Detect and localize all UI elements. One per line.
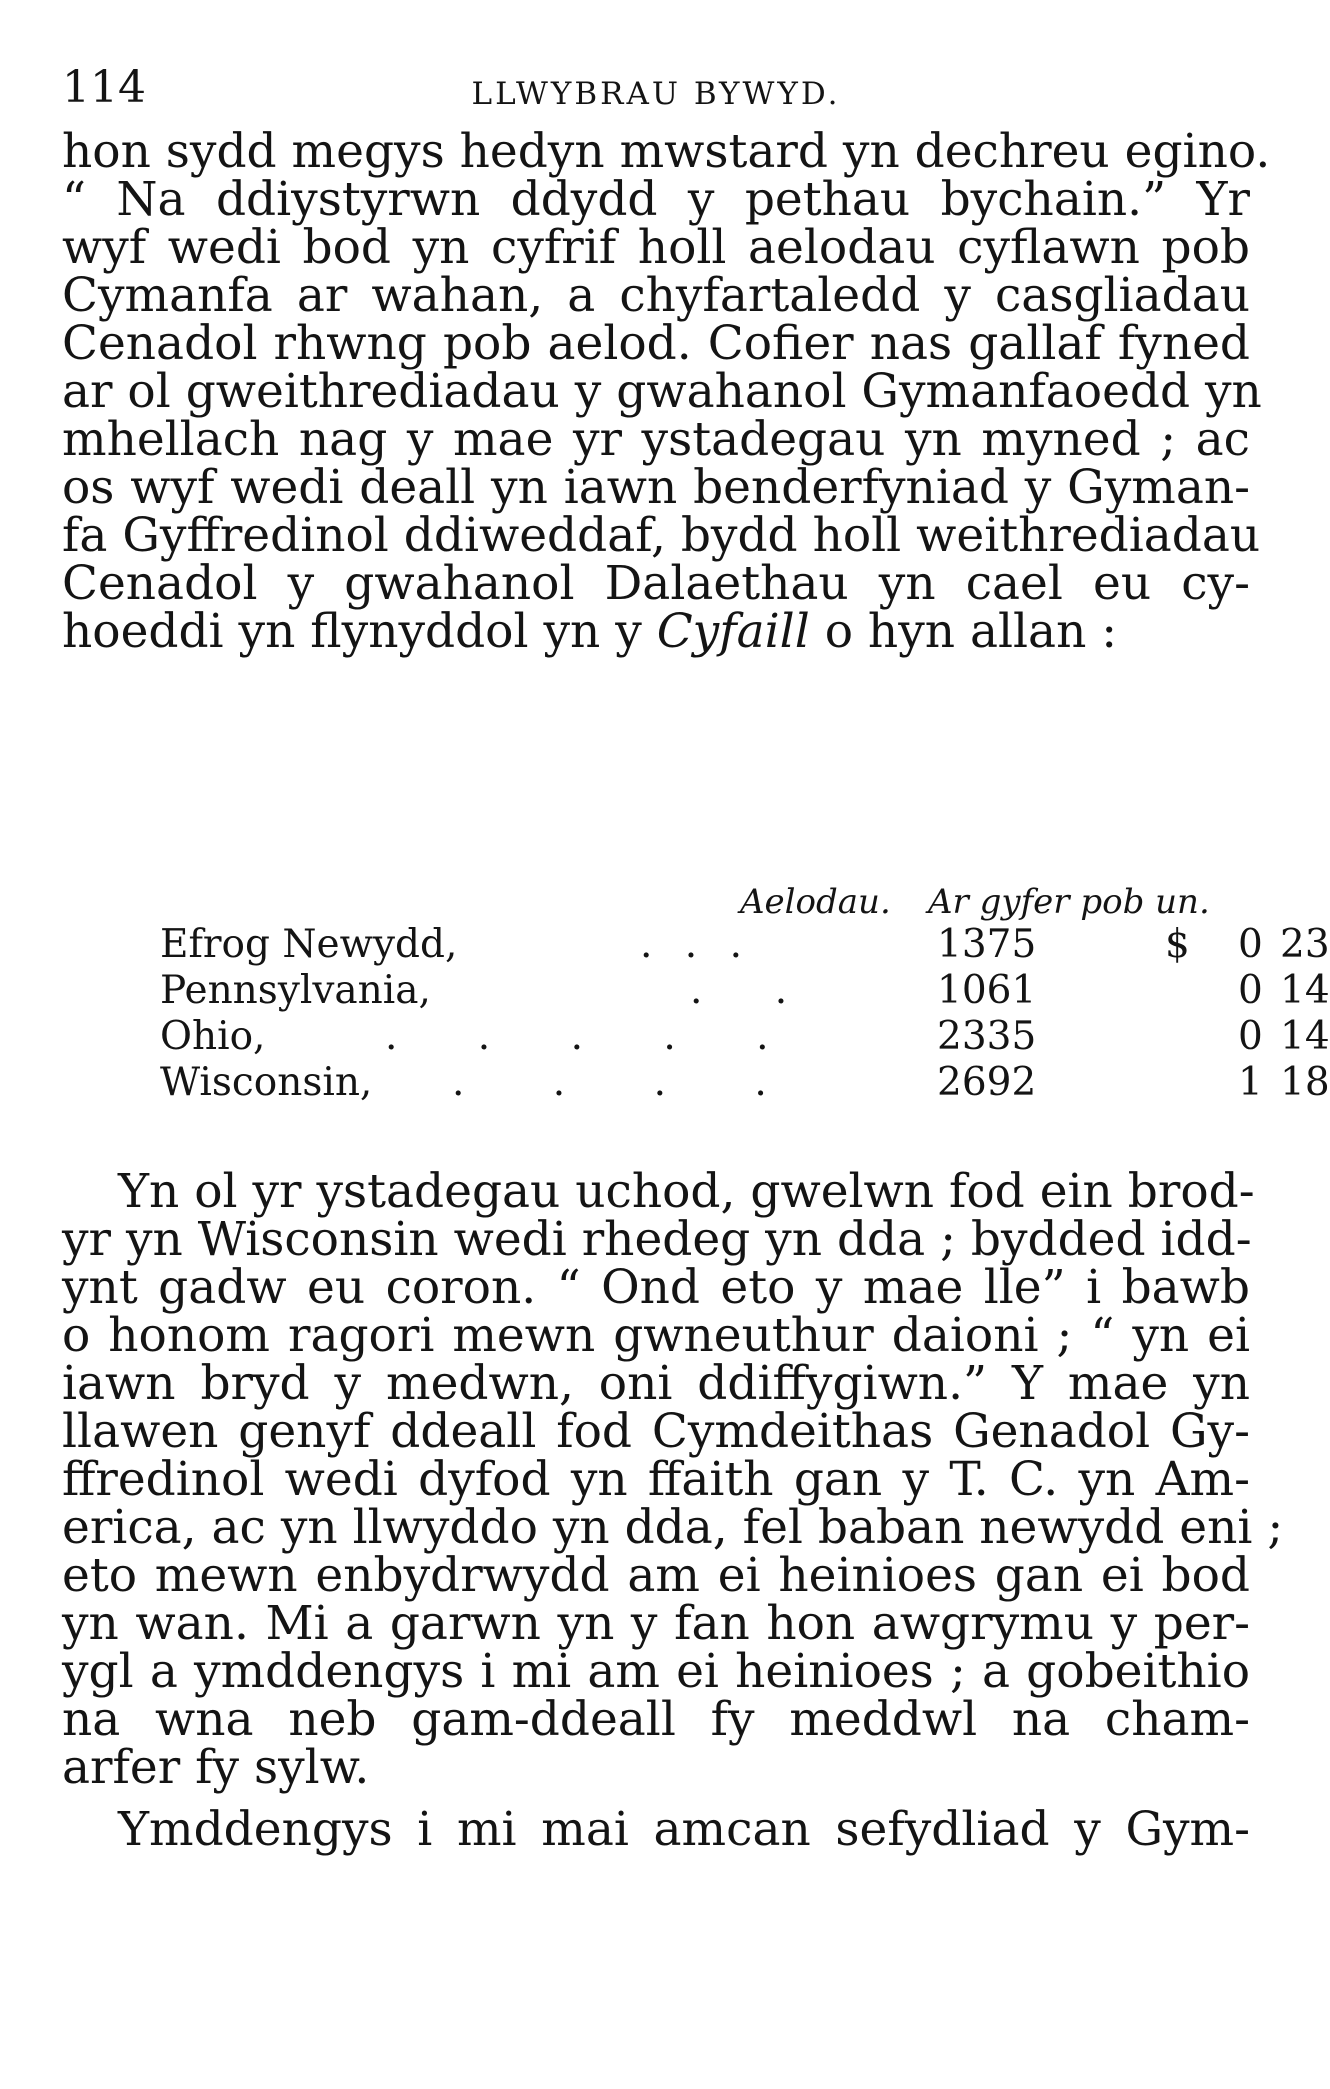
text-line: eto mewn enbydrwydd am ei heinioes gan ei bod	[62, 1548, 1250, 1603]
table-row	[160, 1060, 1330, 1110]
table-row	[160, 1014, 1330, 1064]
text-line: arfer fy sylw.	[62, 1740, 370, 1795]
table-row	[160, 922, 1330, 972]
text-line: wyf wedi bod yn cyfrif holl aelodau cyflawn pob	[62, 220, 1250, 275]
leader-dots: . . . . .	[385, 1014, 803, 1059]
cent-amount: 18	[1280, 1060, 1330, 1105]
text-line: os wyf wedi deall yn iawn benderfyniad y Gyman-	[62, 460, 1250, 515]
text-line: Ymddengys i mi mai amcan sefydliad y Gym-	[118, 1802, 1250, 1857]
text-line: ffredinol wedi dyfod yn ffaith gan y T. C. yn Am-	[62, 1452, 1250, 1507]
text-line: ynt gadw eu coron. “ Ond eto y mae lle” i bawb	[62, 1260, 1250, 1315]
periodical-title: Cyfaill	[656, 604, 810, 659]
table-row	[160, 968, 1330, 1018]
leader-dots: . . .	[640, 922, 752, 967]
cent-amount: 14	[1280, 968, 1330, 1013]
text-line: iawn bryd y medwn, oni ddiffygiwn.” Y mae yn	[62, 1356, 1250, 1411]
leader-dots: . .	[690, 968, 818, 1013]
text-fragment: hoeddi yn flynyddol yn y	[62, 604, 657, 659]
text-line: Cenadol y gwahanol Dalaethau yn cael eu cy-	[62, 556, 1250, 611]
cent-amount: 14	[1280, 1014, 1330, 1059]
column-header-members: Aelodau.	[740, 882, 891, 922]
page-number: 114	[62, 62, 146, 113]
text-line: hon sydd megys hedyn mwstard yn dechreu egino.	[62, 124, 1271, 179]
member-count: 2335	[937, 1014, 1037, 1059]
dollar-amount: 0	[1238, 1014, 1263, 1059]
member-count: 1375	[937, 922, 1037, 967]
state-name: Pennsylvania,	[160, 968, 431, 1013]
text-line: ygl a ymddengys i mi am ei heinioes ; a gobeithio	[62, 1644, 1250, 1699]
text-line: yn wan. Mi a garwn yn y fan hon awgrymu y per-	[62, 1596, 1250, 1651]
running-title: LLWYBRAU BYWYD.	[471, 76, 841, 112]
member-count: 1061	[937, 968, 1037, 1013]
text-line: Cenadol rhwng pob aelod. Cofier nas gallaf fyned	[62, 316, 1250, 371]
page-header	[62, 62, 1250, 122]
dollar-amount: 1	[1238, 1060, 1263, 1105]
text-line: erica, ac yn llwyddo yn dda, fel baban newydd eni ;	[62, 1500, 1284, 1555]
text-line: Cymanfa ar wahan, a chyfartaledd y casgliadau	[62, 268, 1250, 323]
text-line: yr yn Wisconsin wedi rhedeg yn dda ; bydded idd-	[62, 1212, 1252, 1267]
dollar-amount: 0	[1238, 968, 1263, 1013]
text-line: llawen genyf ddeall fod Cymdeithas Genadol Gy-	[62, 1404, 1250, 1459]
text-line-last	[62, 602, 1250, 662]
text-line: Yn ol yr ystadegau uchod, gwelwn fod ein brod-	[118, 1164, 1255, 1219]
state-name: Efrog Newydd,	[160, 922, 458, 967]
leader-dots: . . . .	[452, 1060, 805, 1105]
dollar-sign: $	[1165, 922, 1190, 967]
state-name: Wisconsin,	[160, 1060, 373, 1105]
text-line: na wna neb gam-ddeall fy meddwl na cham-	[62, 1692, 1250, 1747]
text-line: fa Gyffredinol ddiweddaf, bydd holl weithrediadau	[62, 508, 1261, 563]
dollar-amount: 0	[1238, 922, 1263, 967]
text-line: o honom ragori mewn gwneuthur daioni ; “ yn ei	[62, 1308, 1250, 1363]
member-count: 2692	[937, 1060, 1037, 1105]
text-line: “ Na ddiystyrwn ddydd y pethau bychain.” Yr	[62, 172, 1250, 227]
text-fragment: o hyn allan :	[809, 604, 1118, 659]
column-header-per-member: Ar gyfer pob un.	[928, 882, 1210, 922]
cent-amount: 23	[1280, 922, 1330, 967]
state-name: Ohio,	[160, 1014, 266, 1059]
text-line: mhellach nag y mae yr ystadegau yn myned ; ac	[62, 412, 1250, 467]
text-line: ar ol gweithrediadau y gwahanol Gymanfaoedd yn	[62, 364, 1262, 419]
